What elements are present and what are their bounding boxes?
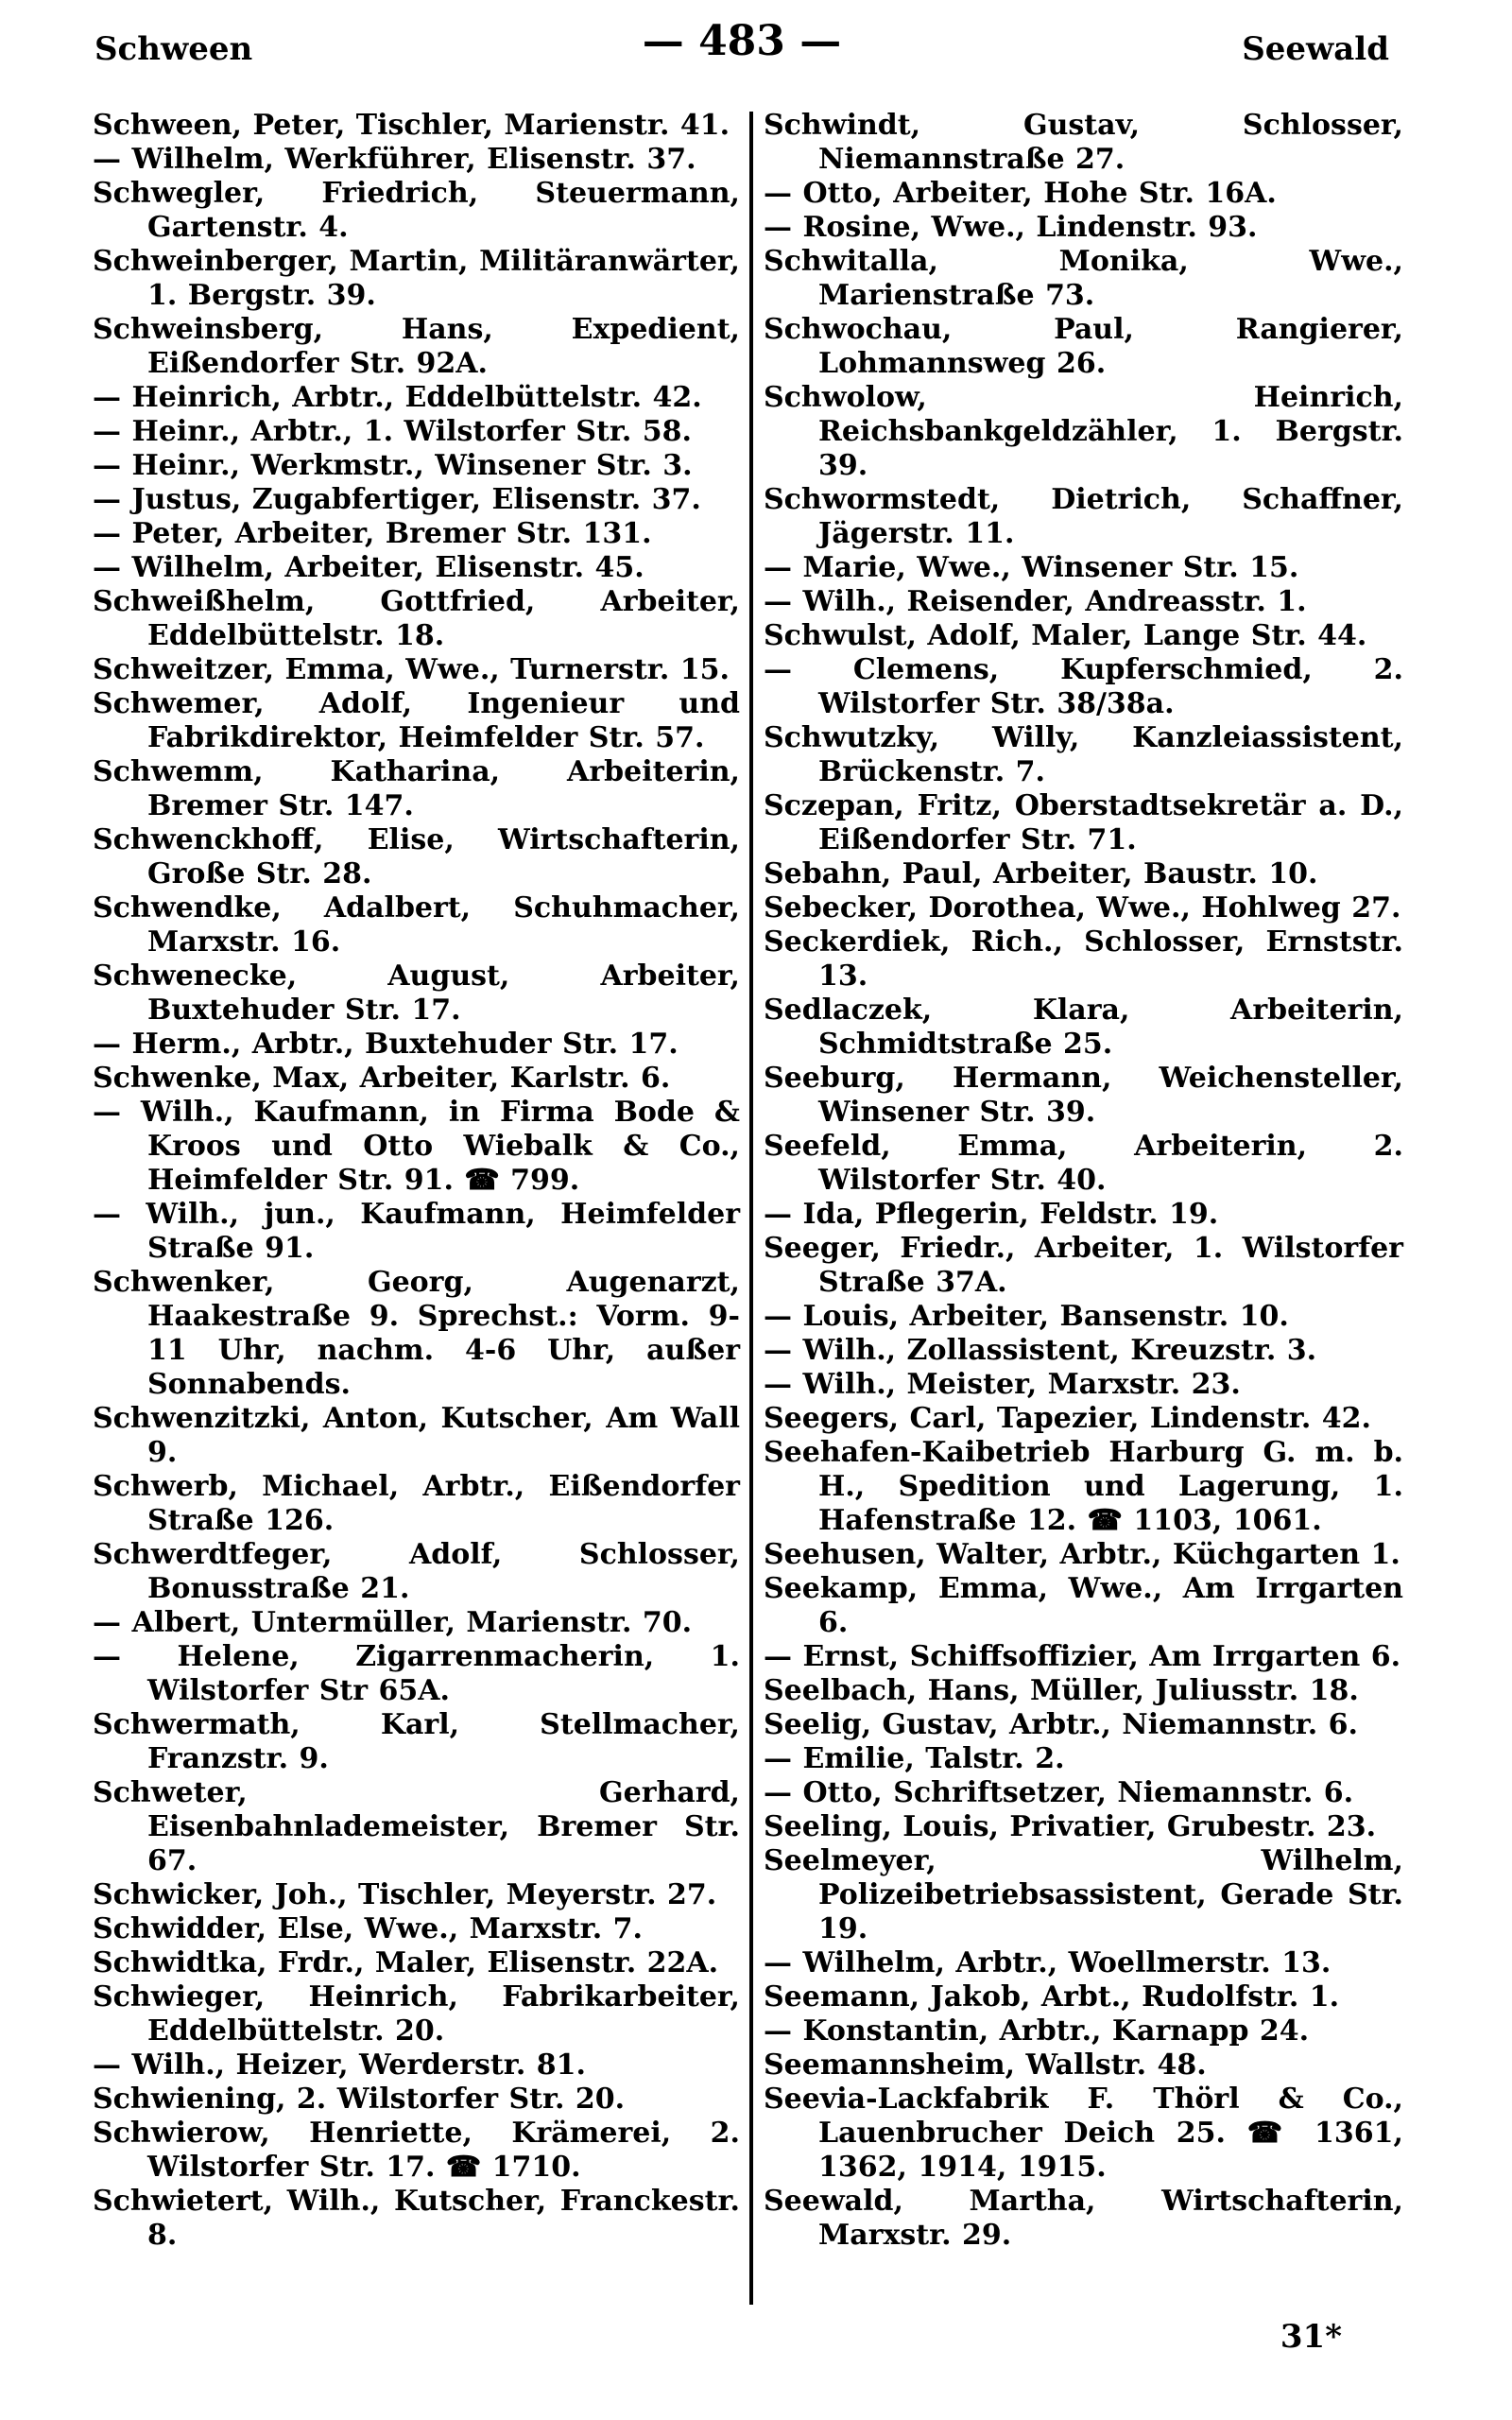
directory-entry: Schwormstedt, Dietrich, Schaffner, Jägerstr. 11. [764,483,1403,550]
directory-entry: Sedlaczek, Klara, Arbeiterin, Schmidtstraße 25. [764,994,1403,1061]
directory-entry: Schwermath, Karl, Stellmacher, Franzstr. 9. [93,1708,740,1775]
directory-entry: Schwemm, Katharina, Arbeiterin, Bremer Str. 147. [93,755,740,822]
directory-entry: — Heinrich, Arbtr., Eddelbüttelstr. 42. [93,381,702,414]
directory-entry: Seeburg, Hermann, Weichensteller, Winsener Str. 39. [764,1062,1403,1129]
directory-entry: Schwenckhoff, Elise, Wirtschafterin, Große Str. 28. [93,823,740,890]
directory-entry: Schwieger, Heinrich, Fabrikarbeiter, Eddelbüttelstr. 20. [93,1980,740,2048]
directory-entry: — Otto, Schriftsetzer, Niemannstr. 6. [764,1776,1354,1809]
directory-entry: Schwietert, Wilh., Kutscher, Franckestr. 8. [93,2185,740,2252]
directory-entry: — Wilhelm, Arbeiter, Elisenstr. 45. [93,551,644,584]
directory-entry: Schwiening, 2. Wilstorfer Str. 20. [93,2083,626,2116]
directory-entry: — Otto, Arbeiter, Hohe Str. 16A. [764,177,1277,210]
directory-entry: Schwindt, Gustav, Schlosser, Niemannstraße 27. [764,109,1403,176]
right-column [764,109,1403,2253]
left-column [93,109,740,2253]
directory-entry: Schwendke, Adalbert, Schuhmacher, Marxstr. 16. [93,891,740,959]
directory-entry: — Emilie, Talstr. 2. [764,1742,1065,1775]
directory-entry: Schwochau, Paul, Rangierer, Lohmannsweg 26. [764,313,1403,380]
directory-entry: Seehusen, Walter, Arbtr., Küchgarten 1. [764,1538,1400,1571]
directory-entry: — Rosine, Wwe., Lindenstr. 93. [764,211,1258,244]
directory-entry: Schwulst, Adolf, Maler, Lange Str. 44. [764,619,1367,652]
directory-entry: Seemannsheim, Wallstr. 48. [764,2048,1207,2082]
directory-entry: Schweitzer, Emma, Wwe., Turnerstr. 15. [93,653,730,686]
directory-entry: Schwicker, Joh., Tischler, Meyerstr. 27. [93,1878,717,1911]
directory-entry: Schween, Peter, Tischler, Marienstr. 41. [93,109,730,142]
directory-entry: Seehafen-Kaibetrieb Harburg G. m. b. H., Spedition und Lagerung, 1. Hafenstraße 12. ☎ 1103, 1061. [764,1436,1403,1537]
directory-entry: — Wilh., Zollassistent, Kreuzstr. 3. [764,1334,1317,1367]
directory-entry: Schwitalla, Monika, Wwe., Marienstraße 73. [764,245,1403,312]
directory-entry: — Louis, Arbeiter, Bansenstr. 10. [764,1300,1289,1333]
directory-entry: Schwegler, Friedrich, Steuermann, Gartenstr. 4. [93,177,740,244]
directory-entry: — Konstantin, Arbtr., Karnapp 24. [764,2014,1310,2048]
directory-entry: Schweinberger, Martin, Militäranwärter, 1. Bergstr. 39. [93,245,740,312]
directory-entry: Seeling, Louis, Privatier, Grubestr. 23. [764,1810,1377,1843]
directory-entry: — Herm., Arbtr., Buxtehuder Str. 17. [93,1028,679,1061]
directory-entry: Sebecker, Dorothea, Wwe., Hohlweg 27. [764,891,1401,925]
directory-entry: Schwerb, Michael, Arbtr., Eißendorfer Straße 126. [93,1470,740,1537]
directory-entry: Schwolow, Heinrich, Reichsbankgeldzähler, 1. Bergstr. 39. [764,381,1403,482]
directory-entry: Schweinsberg, Hans, Expedient, Eißendorfer Str. 92A. [93,313,740,380]
signature-mark: 31* [1280,2318,1342,2356]
directory-entry: Seefeld, Emma, Arbeiterin, 2. Wilstorfer Str. 40. [764,1130,1403,1197]
directory-entry: Schwenecke, August, Arbeiter, Buxtehuder Str. 17. [93,959,740,1027]
directory-entry: — Heinr., Werkmstr., Winsener Str. 3. [93,449,693,482]
directory-entry: Seewald, Martha, Wirtschafterin, Marxstr. 29. [764,2185,1403,2252]
page-header [94,17,1389,74]
directory-entry: Seemann, Jakob, Arbt., Rudolfstr. 1. [764,1980,1340,2014]
directory-entry: — Wilhelm, Werkführer, Elisenstr. 37. [93,143,696,176]
directory-entry: — Peter, Arbeiter, Bremer Str. 131. [93,517,652,550]
directory-entry: Seekamp, Emma, Wwe., Am Irrgarten 6. [764,1572,1403,1639]
directory-entry: Schwenke, Max, Arbeiter, Karlstr. 6. [93,1062,671,1095]
directory-entry: Schwidder, Else, Wwe., Marxstr. 7. [93,1912,643,1945]
directory-entry: Seckerdiek, Rich., Schlosser, Ernststr. 13. [764,925,1403,993]
directory-entry: — Wilh., Meister, Marxstr. 23. [764,1368,1241,1401]
directory-entry: Schweißhelm, Gottfried, Arbeiter, Eddelbüttelstr. 18. [93,585,740,652]
directory-entry: — Wilh., Kaufmann, in Firma Bode & Kroos und Otto Wiebalk & Co., Heimfelder Str. 91. ☎ 799. [93,1096,740,1197]
directory-entry: Seelbach, Hans, Müller, Juliusstr. 18. [764,1674,1359,1707]
directory-entry: Schwenzitzki, Anton, Kutscher, Am Wall 9. [93,1402,740,1469]
directory-entry: — Helene, Zigarrenmacherin, 1. Wilstorfer Str 65A. [93,1640,740,1707]
directory-entry: — Wilh., Heizer, Werderstr. 81. [93,2048,586,2082]
directory-entry: Schweter, Gerhard, Eisenbahnlademeister, Bremer Str. 67. [93,1776,740,1877]
directory-entry: Schwemer, Adolf, Ingenieur und Fabrikdirektor, Heimfelder Str. 57. [93,687,740,754]
directory-entry: Schwutzky, Willy, Kanzleiassistent, Brückenstr. 7. [764,721,1403,788]
directory-entry: — Wilhelm, Arbtr., Woellmerstr. 13. [764,1946,1332,1979]
directory-entry: Seelmeyer, Wilhelm, Polizeibetriebsassistent, Gerade Str. 19. [764,1844,1403,1945]
header-first-entry: Schween [94,30,253,68]
directory-entry: — Ida, Pflegerin, Feldstr. 19. [764,1198,1219,1231]
directory-entry: Schwerdtfeger, Adolf, Schlosser, Bonusstraße 21. [93,1538,740,1605]
directory-entry: Seevia-Lackfabrik F. Thörl & Co., Lauenbrucher Deich 25. ☎ 1361, 1362, 1914, 1915. [764,2083,1403,2184]
directory-entry: Sczepan, Fritz, Oberstadtsekretär a. D., Eißendorfer Str. 71. [764,789,1403,856]
directory-entry: Schwierow, Henriette, Krämerei, 2. Wilstorfer Str. 17. ☎ 1710. [93,2117,740,2184]
directory-entry: — Ernst, Schiffsoffizier, Am Irrgarten 6. [764,1640,1401,1673]
column-divider [749,112,753,2305]
directory-entry: — Albert, Untermüller, Marienstr. 70. [93,1606,693,1639]
directory-entry: — Justus, Zugabfertiger, Elisenstr. 37. [93,483,701,516]
directory-entry: — Wilh., jun., Kaufmann, Heimfelder Straße 91. [93,1198,740,1265]
directory-entry: Schwidtka, Frdr., Maler, Elisenstr. 22A. [93,1946,719,1979]
header-last-entry: Seewald [1242,30,1389,68]
directory-entry: — Marie, Wwe., Winsener Str. 15. [764,551,1299,584]
directory-entry: — Clemens, Kupferschmied, 2. Wilstorfer Str. 38/38a. [764,653,1403,720]
directory-entry: — Wilh., Reisender, Andreasstr. 1. [764,585,1307,618]
directory-entry: Schwenker, Georg, Augenarzt, Haakestraße 9. Sprechst.: Vorm. 9-11 Uhr, nachm. 4-6 Uhr, außer Sonnabends. [93,1266,740,1401]
directory-entry: Seeger, Friedr., Arbeiter, 1. Wilstorfer Straße 37A. [764,1232,1403,1299]
directory-entry: Sebahn, Paul, Arbeiter, Baustr. 10. [764,857,1318,890]
directory-entry: — Heinr., Arbtr., 1. Wilstorfer Str. 58. [93,415,692,448]
page-number: — 483 — [642,17,842,65]
directory-entry: Seelig, Gustav, Arbtr., Niemannstr. 6. [764,1708,1359,1741]
directory-entry: Seegers, Carl, Tapezier, Lindenstr. 42. [764,1402,1371,1435]
